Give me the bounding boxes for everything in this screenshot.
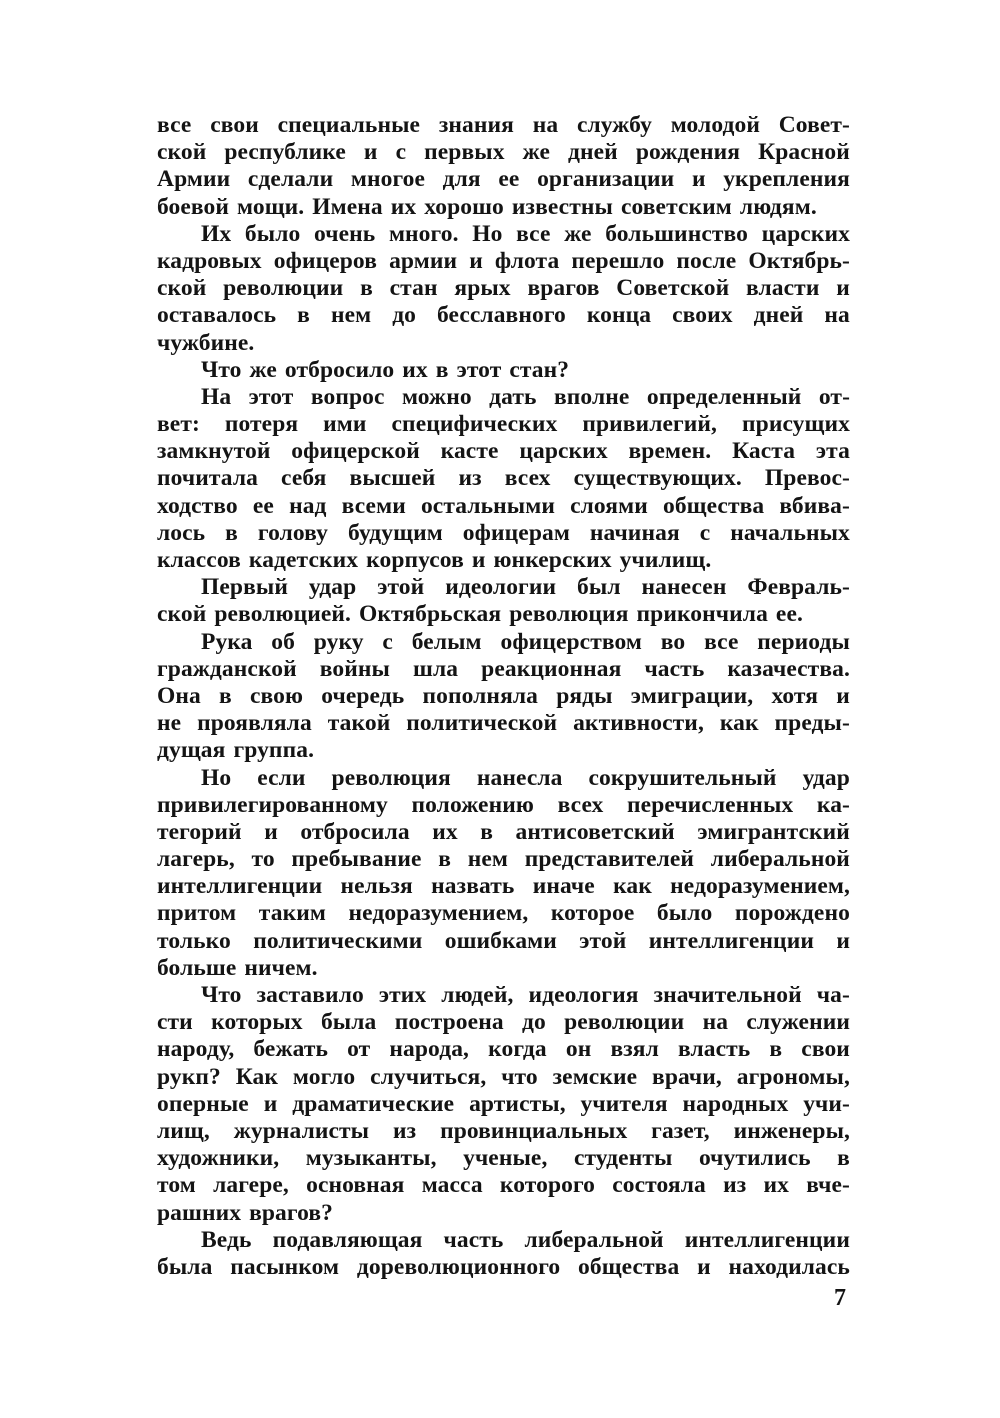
text-line: не проявляла такой политической активности, как преды- bbox=[157, 710, 850, 737]
text-line: была пасынком дореволюционного общества и находилась bbox=[157, 1253, 850, 1280]
text-line: только политическими ошибками этой интеллигенции и bbox=[157, 927, 850, 954]
text-line: притом таким недоразумением, которое было порождено bbox=[157, 900, 850, 927]
text-line: ской революцией. Октябрьская революция прикончила ее. bbox=[157, 601, 803, 628]
text-line: дущая группа. bbox=[157, 737, 315, 764]
text-line: почитала себя высшей из всех существующих. Превос- bbox=[157, 465, 850, 492]
text-line: все свои специальные знания на службу молодой Совет- bbox=[157, 112, 850, 138]
text-line: Ведь подавляющая часть либеральной интеллигенции bbox=[201, 1226, 850, 1253]
text-line: Что заставило этих людей, идеология значительной ча- bbox=[201, 982, 850, 1008]
text-line: больше ничем. bbox=[157, 954, 318, 981]
text-line: оставалось в нем до бесславного конца своих дней на bbox=[157, 302, 850, 329]
text-line: Но если революция нанесла сокрушительный удар bbox=[201, 764, 850, 791]
text-line: кадровых офицеров армии и флота перешло после Октябрь- bbox=[157, 247, 850, 274]
text-line: лагерь, то пребывание в нем представителей либеральной bbox=[157, 846, 850, 873]
text-line: На этот вопрос можно дать вполне определенный от- bbox=[201, 383, 850, 410]
text-line: гражданской войны шла реакционная часть казачества. bbox=[157, 655, 850, 682]
text-line: Рука об руку с белым офицерством во все периоды bbox=[201, 628, 850, 655]
text-line: классов кадетских корпусов и юнкерских училищ. bbox=[157, 547, 712, 573]
text-line: ской республике и с первых же дней рождения Красной bbox=[157, 139, 850, 166]
text-line: ской революции в стан ярых врагов Советской власти и bbox=[157, 275, 850, 302]
text-line: интеллигенции нельзя назвать иначе как недоразумением, bbox=[157, 873, 850, 900]
text-line: том лагере, основная масса которого состояла из их вче- bbox=[157, 1172, 850, 1199]
text-line: рашних врагов? bbox=[157, 1199, 333, 1226]
text-line: Первый удар этой идеологии был нанесен Февраль- bbox=[201, 574, 850, 601]
text-line: оперные и драматические артисты, учителя народных учи- bbox=[157, 1090, 850, 1117]
text-line: Их было очень много. Но все же большинство царских bbox=[201, 220, 850, 247]
text-line: художники, музыканты, ученые, студенты очутились в bbox=[157, 1145, 850, 1172]
body-text bbox=[157, 112, 850, 1281]
text-line: сти которых была построена до революции на служении bbox=[157, 1009, 850, 1036]
text-line: привилегированному положению всех перечисленных ка- bbox=[157, 791, 850, 818]
text-line: лищ, журналисты из провинциальных газет, инженеры, bbox=[157, 1117, 850, 1144]
text-line: замкнутой офицерской касте царских времен. Каста эта bbox=[157, 438, 850, 465]
text-line: тегорий и отбросила их в антисоветский эмигрантский bbox=[157, 818, 850, 845]
text-line: народу, бежать от народа, когда он взял власть в свои bbox=[157, 1036, 850, 1063]
text-line: боевой мощи. Имена их хорошо известны советским людям. bbox=[157, 193, 817, 220]
text-line: вет: потеря ими специфических привилегий, присущих bbox=[157, 411, 850, 438]
text-line: Что же отбросило их в этот стан? bbox=[201, 356, 570, 383]
text-line: чужбине. bbox=[157, 329, 255, 356]
text-line: лось в голову будущим офицерам начиная с начальных bbox=[157, 519, 850, 546]
text-line: рукп? Как могло случиться, что земские врачи, агрономы, bbox=[157, 1063, 850, 1090]
page-number: 7 bbox=[834, 1285, 846, 1311]
text-line: Армии сделали многое для ее организации и укрепления bbox=[157, 166, 850, 193]
text-line: Она в свою очередь пополняла ряды эмиграции, хотя и bbox=[157, 682, 850, 709]
text-line: ходство ее над всеми остальными слоями общества вбива- bbox=[157, 492, 850, 519]
